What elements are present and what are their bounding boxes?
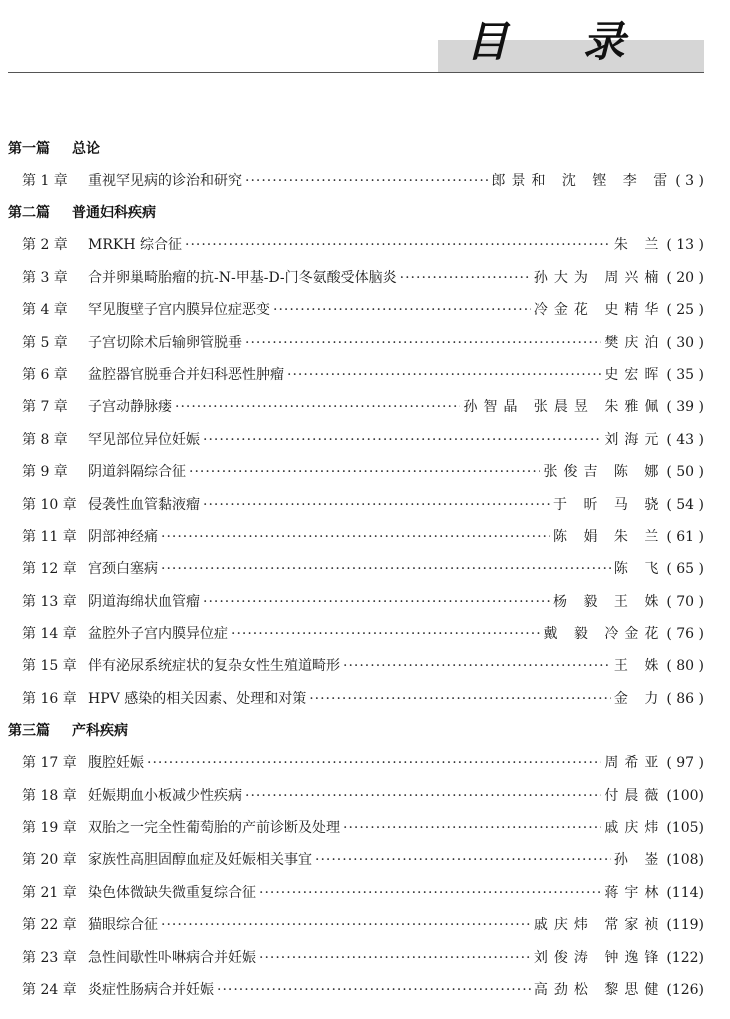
page-number: ( 80 )	[666, 658, 704, 675]
chapter-title: 炎症性肠病合并妊娠	[88, 981, 214, 998]
page-header	[0, 0, 730, 80]
chapter-number: 第 15 章	[22, 658, 77, 675]
chapter-number: 第 16 章	[22, 690, 77, 707]
chapter-number: 第 21 章	[22, 884, 77, 901]
chapter-line	[88, 391, 704, 423]
chapter-title: 染色体微缺失微重复综合征	[88, 884, 256, 901]
toc-entry[interactable]	[0, 165, 730, 197]
page-number: ( 39 )	[666, 399, 704, 416]
chapter-number: 第 11 章	[22, 528, 77, 545]
toc-entry[interactable]	[0, 294, 730, 326]
toc-entry[interactable]	[0, 391, 730, 423]
chapter-title: 阴道海绵状血管瘤	[88, 593, 200, 610]
chapter-number: 第 19 章	[22, 820, 77, 837]
chapter-title: HPV 感染的相关因素、处理和对策	[88, 690, 307, 707]
chapter-title: 罕见腹壁子宫内膜异位症恶变	[88, 302, 270, 319]
chapter-title: 侵袭性血管黏液瘤	[88, 496, 200, 513]
chapter-title: 阴部神经痛	[88, 528, 158, 545]
chapter-authors: 蒋宇林	[604, 884, 665, 901]
chapter-title: 妊娠期血小板减少性疾病	[88, 787, 242, 804]
dot-leader	[189, 456, 540, 488]
dot-leader	[343, 650, 611, 682]
chapter-line	[88, 942, 704, 974]
chapter-authors: 孙 崟	[613, 852, 665, 869]
chapter-authors: 孙智晶 张晨昱 朱雅佩	[463, 399, 665, 416]
chapter-authors: 戚庆炜	[604, 820, 665, 837]
toc-entry[interactable]	[0, 974, 730, 1006]
chapter-line	[88, 974, 704, 1006]
page-number: ( 70 )	[666, 593, 704, 610]
chapter-line	[88, 294, 704, 326]
part-number: 第一篇	[8, 141, 50, 157]
dot-leader	[161, 909, 531, 941]
dot-leader	[217, 974, 531, 1006]
part-number: 第三篇	[8, 723, 50, 740]
chapter-title: 子宫切除术后输卵管脱垂	[88, 334, 242, 351]
chapter-title: MRKH 综合征	[88, 237, 182, 254]
chapter-title: 宫颈白塞病	[88, 561, 158, 578]
chapter-line	[88, 165, 704, 197]
page-number: (126)	[666, 981, 704, 998]
page-number: ( 65 )	[666, 561, 704, 578]
dot-leader	[400, 262, 531, 294]
page-number: (114)	[666, 884, 704, 901]
page-number: ( 97 )	[666, 755, 704, 772]
chapter-authors: 王 姝	[613, 658, 665, 675]
toc-entry[interactable]	[0, 229, 730, 261]
toc-entry[interactable]	[0, 456, 730, 488]
table-of-contents	[0, 133, 730, 1006]
chapter-authors: 戴 毅 冷金花	[543, 626, 665, 643]
chapter-line	[88, 780, 704, 812]
chapter-authors: 付晨薇	[604, 787, 665, 804]
chapter-authors: 于 昕 马 骁	[553, 496, 665, 513]
part-heading	[0, 715, 730, 747]
toc-entry[interactable]	[0, 262, 730, 294]
toc-entry[interactable]	[0, 489, 730, 521]
chapter-authors: 陈 娟 朱 兰	[553, 528, 665, 545]
toc-entry[interactable]	[0, 844, 730, 876]
chapter-authors: 史宏晖	[604, 366, 665, 383]
page-number: ( 76 )	[666, 626, 704, 643]
dot-leader	[287, 359, 601, 391]
dot-leader	[315, 844, 611, 876]
toc-entry[interactable]	[0, 877, 730, 909]
chapter-authors: 张俊吉 陈 娜	[543, 464, 665, 481]
chapter-line	[88, 553, 704, 585]
chapter-title: 腹腔妊娠	[88, 755, 144, 772]
page-number: ( 30 )	[666, 334, 704, 351]
chapter-authors: 冷金花 史精华	[533, 302, 665, 319]
chapter-number: 第 3 章	[22, 269, 68, 286]
page-number: ( 25 )	[666, 302, 704, 319]
page-number: (105)	[666, 820, 704, 837]
chapter-number: 第 22 章	[22, 917, 77, 934]
chapter-title: 阴道斜隔综合征	[88, 464, 186, 481]
toc-entry[interactable]	[0, 521, 730, 553]
chapter-line	[88, 747, 704, 779]
chapter-number: 第 2 章	[22, 237, 68, 254]
chapter-line	[88, 489, 704, 521]
toc-entry[interactable]	[0, 553, 730, 585]
part-number: 第二篇	[8, 205, 50, 222]
chapter-number: 第 13 章	[22, 593, 77, 610]
chapter-authors: 周希亚	[604, 755, 665, 772]
chapter-number: 第 6 章	[22, 366, 68, 383]
dot-leader	[245, 780, 601, 812]
part-title: 总论	[72, 141, 100, 157]
toc-entry[interactable]	[0, 780, 730, 812]
page-number: (122)	[666, 949, 704, 966]
chapter-line	[88, 618, 704, 650]
part-title: 普通妇科疾病	[72, 205, 156, 222]
toc-entry[interactable]	[0, 327, 730, 359]
chapter-line	[88, 844, 704, 876]
chapter-authors: 金 力	[613, 690, 665, 707]
toc-entry[interactable]	[0, 618, 730, 650]
header-rule	[8, 72, 704, 73]
dot-leader	[245, 165, 488, 197]
chapter-authors: 刘海元	[604, 431, 665, 448]
dot-leader	[161, 553, 611, 585]
chapter-title: 家族性高胆固醇血症及妊娠相关事宜	[88, 852, 312, 869]
chapter-number: 第 20 章	[22, 852, 77, 869]
chapter-line	[88, 327, 704, 359]
chapter-number: 第 4 章	[22, 302, 68, 319]
chapter-number: 第 12 章	[22, 561, 77, 578]
chapter-authors: 高劲松 黎思健	[533, 981, 665, 998]
chapter-authors: 刘俊涛 钟逸锋	[533, 949, 665, 966]
dot-leader	[175, 391, 460, 423]
toc-entry[interactable]	[0, 586, 730, 618]
chapter-number: 第 9 章	[22, 464, 68, 481]
dot-leader	[343, 812, 601, 844]
chapter-title: 罕见部位异位妊娠	[88, 431, 200, 448]
dot-leader	[231, 618, 540, 650]
chapter-title: 合并卵巢畸胎瘤的抗-N-甲基-D-门冬氨酸受体脑炎	[88, 269, 397, 286]
chapter-number: 第 24 章	[22, 981, 77, 998]
toc-entry[interactable]	[0, 650, 730, 682]
toc-entry[interactable]	[0, 747, 730, 779]
part-heading	[0, 133, 730, 165]
chapter-line	[88, 262, 704, 294]
dot-leader	[259, 942, 531, 974]
chapter-title: 双胎之一完全性葡萄胎的产前诊断及处理	[88, 820, 340, 837]
chapter-authors: 郎景和 沈 铿 李 雷	[491, 173, 674, 189]
chapter-line	[88, 909, 704, 941]
page-number: ( 43 )	[666, 431, 704, 448]
dot-leader	[203, 489, 550, 521]
chapter-number: 第 8 章	[22, 431, 68, 448]
page-number: (100)	[666, 787, 704, 804]
page-number: (108)	[666, 852, 704, 869]
chapter-authors: 孙大为 周兴楠	[533, 269, 665, 286]
chapter-line	[88, 359, 704, 391]
dot-leader	[147, 747, 601, 779]
dot-leader	[245, 327, 601, 359]
chapter-authors: 戚庆炜 常家祯	[533, 917, 665, 934]
page-title: 目 录	[466, 17, 655, 66]
chapter-line	[88, 521, 704, 553]
chapter-title: 猫眼综合征	[88, 917, 158, 934]
chapter-number: 第 7 章	[22, 399, 68, 416]
page-number: ( 86 )	[666, 690, 704, 707]
chapter-title: 急性间歇性卟啉病合并妊娠	[88, 949, 256, 966]
chapter-line	[88, 877, 704, 909]
dot-leader	[273, 294, 531, 326]
chapter-authors: 朱 兰	[613, 237, 665, 254]
chapter-title: 伴有泌尿系统症状的复杂女性生殖道畸形	[88, 658, 340, 675]
chapter-line	[88, 456, 704, 488]
dot-leader	[185, 229, 611, 261]
chapter-number: 第 23 章	[22, 949, 77, 966]
chapter-line	[88, 424, 704, 456]
page-number: ( 50 )	[666, 464, 704, 481]
toc-entry[interactable]	[0, 909, 730, 941]
toc-entry[interactable]	[0, 942, 730, 974]
dot-leader	[309, 683, 611, 715]
chapter-number: 第 5 章	[22, 334, 68, 351]
page-number: ( 35 )	[666, 366, 704, 383]
chapter-title: 重视罕见病的诊治和研究	[88, 173, 242, 189]
page-number: (119)	[666, 917, 704, 934]
dot-leader	[203, 424, 601, 456]
toc-entry[interactable]	[0, 683, 730, 715]
chapter-authors: 杨 毅 王 姝	[553, 593, 665, 610]
page-number: ( 13 )	[666, 237, 704, 254]
chapter-authors: 樊庆泊	[604, 334, 665, 351]
chapter-authors: 陈 飞	[613, 561, 665, 578]
dot-leader	[203, 586, 550, 618]
toc-entry[interactable]	[0, 812, 730, 844]
part-title: 产科疾病	[72, 723, 128, 740]
toc-entry[interactable]	[0, 359, 730, 391]
page-number: ( 61 )	[666, 528, 704, 545]
chapter-number: 第 14 章	[22, 626, 77, 643]
chapter-title: 盆腔器官脱垂合并妇科恶性肿瘤	[88, 366, 284, 383]
toc-entry[interactable]	[0, 424, 730, 456]
chapter-line	[88, 650, 704, 682]
part-heading	[0, 197, 730, 229]
chapter-number: 第 18 章	[22, 787, 77, 804]
chapter-number: 第 1 章	[22, 173, 68, 189]
chapter-title: 子宫动静脉瘘	[88, 399, 172, 416]
chapter-line	[88, 812, 704, 844]
page-number: ( 3 )	[675, 173, 704, 189]
page-number: ( 20 )	[666, 269, 704, 286]
dot-leader	[161, 521, 550, 553]
chapter-line	[88, 229, 704, 261]
page-number: ( 54 )	[666, 496, 704, 513]
chapter-title: 盆腔外子宫内膜异位症	[88, 626, 228, 643]
dot-leader	[259, 877, 601, 909]
chapter-number: 第 10 章	[22, 496, 77, 513]
chapter-line	[88, 683, 704, 715]
chapter-number: 第 17 章	[22, 755, 77, 772]
chapter-line	[88, 586, 704, 618]
